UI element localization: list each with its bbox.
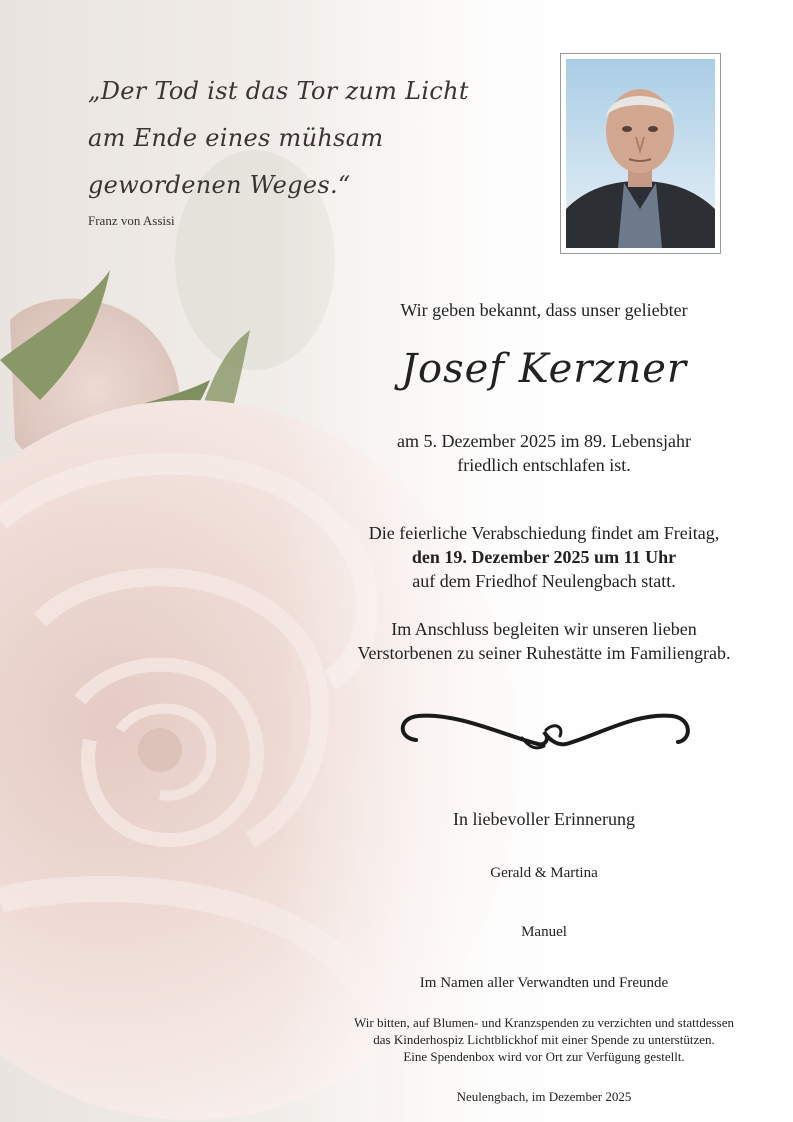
announcement-intro: Wir geben bekannt, dass unser geliebter [400,300,688,320]
donation-line-1: Wir bitten, auf Blumen- und Kranzspenden zu verzichten und stattdessen [354,1015,734,1030]
death-line-1: am 5. Dezember 2025 im 89. Lebensjahr [397,431,691,451]
flourish-ornament [396,708,692,754]
quote-line-3: gewordenen Weges.“ [88,171,351,199]
death-line-2: friedlich entschlafen ist. [457,455,631,475]
ceremony-line-4: Im Anschluss begleiten wir unseren lieben [391,619,697,639]
donation-line-3: Eine Spendenbox wird vor Ort zur Verfügung gestellt. [403,1049,685,1064]
mourners-relatives: Im Namen aller Verwandten und Freunde [419,975,669,991]
mourners-names-2: Manuel [521,924,567,940]
place-date: Neulengbach, im Dezember 2025 [456,1089,632,1104]
deceased-name: Josef Kerzner [400,346,688,392]
ceremony-line-1: Die feierliche Verabschiedung findet am Freitag, [368,523,720,543]
ceremony-line-3: auf dem Friedhof Neulengbach statt. [412,571,676,591]
mourners-names-1: Gerald & Martina [490,865,598,881]
quote-line-1: „Der Tod ist das Tor zum Licht [88,77,469,105]
donation-line-2: das Kinderhospiz Lichtblickhof mit einer Spende zu unterstützen. [373,1032,715,1047]
quote-line-2: am Ende eines mühsam [88,124,384,152]
ceremony-date: den 19. Dezember 2025 um 11 Uhr [411,547,677,567]
quote-author: Franz von Assisi [88,213,175,228]
quote [88,68,508,209]
ceremony-line-5: Verstorbenen zu seiner Ruhestätte im Familiengrab. [357,643,731,663]
portrait-photo-frame [560,53,721,254]
mourners-heading: In liebevoller Erinnerung [453,809,635,829]
portrait-photo [566,59,715,248]
